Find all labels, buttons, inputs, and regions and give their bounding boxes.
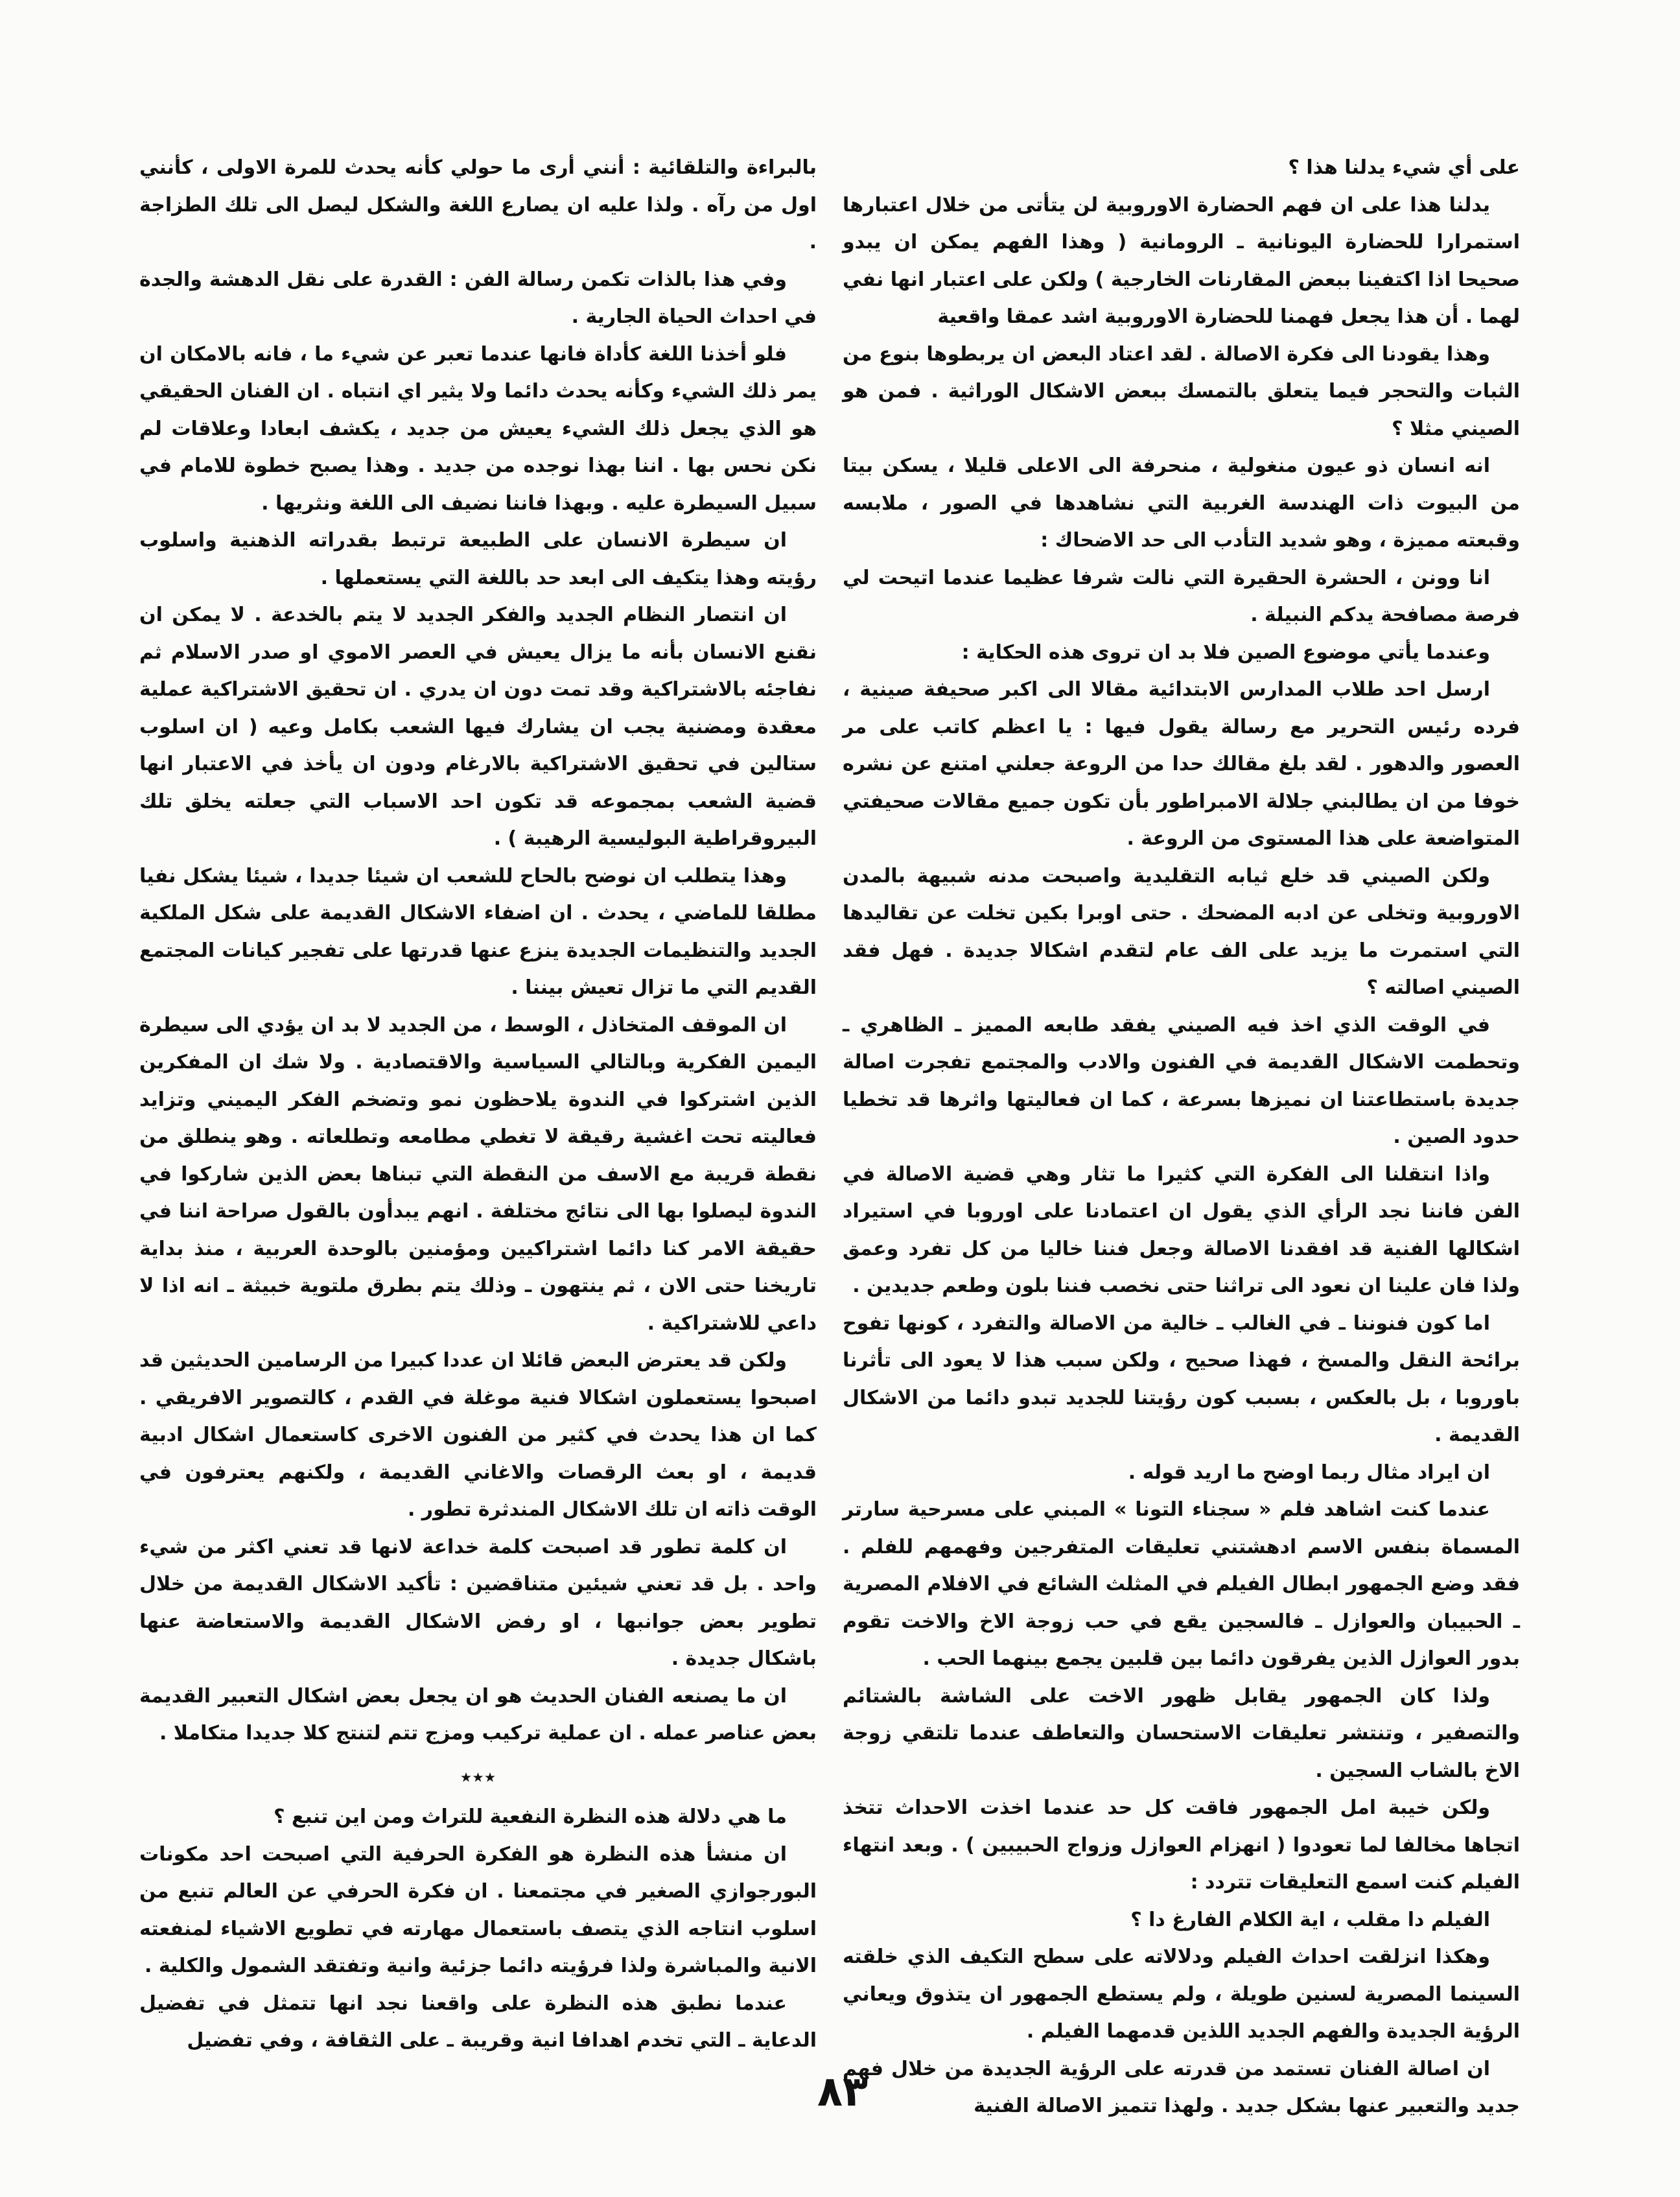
paragraph: على أي شيء يدلنا هذا ؟	[1288, 156, 1520, 179]
paragraph: ان ايراد مثال ربما اوضح ما اريد قوله .	[1128, 1461, 1490, 1484]
paragraph: وعندما يأتي موضوع الصين فلا بد ان تروى هذه الحكاية :	[961, 640, 1490, 664]
paragraph: ولكن الصيني قد خلع ثيابه التقليدية واصبحت مدنه شبيهة بالمدن الاوروبية وتخلى عن ادبه المضحك . حتى اوبرا بكين تخلت عن تقاليدها التي استمرت ما يزيد على الف عام لتقدم اشكالا جديدة . فهل فقد الصيني اصالته ؟	[843, 864, 1520, 999]
paragraph: ولكن خيبة امل الجمهور فاقت كل حد عندما اخذت الاحداث تتخذ اتجاها مخالفا لما تعودوا ( انهزام العوازل وزواج الحبيبين ) . وبعد انتهاء الفيلم كنت اسمع التعليقات تتردد :	[843, 1796, 1520, 1894]
paragraph: ان ما يصنعه الفنان الحديث هو ان يجعل بعض اشكال التعبير القديمة بعض عناصر عمله . ان عملية تركيب ومزج تتم لتنتج كلا جديدا متكاملا .	[139, 1684, 817, 1745]
paragraph: بالبراءة والتلقائية : أنني أرى ما حولي كأنه يحدث للمرة الاولى ، كأنني اول من رآه . ولذا عليه ان يصارع اللغة والشكل ليصل الى تلك الطزاجة .	[139, 156, 817, 253]
paragraph: ان منشأ هذه النظرة هو الفكرة الحرفية التي اصبحت احد مكونات البورجوازي الصغير في مجتمعنا . ان فكرة الحرفي عن العالم تنبع من اسلوب انتاجه الذي يتصف باستعمال مهارته في تطويع الاشياء لمنفعته الانية والمباشرة ولذا فرؤيته دائما جزئية وانية وتفتقد الشمول والكلية .	[139, 1842, 817, 1977]
paragraph: ما هي دلالة هذه النظرة النفعية للتراث ومن اين تنبع ؟	[274, 1805, 787, 1828]
paragraph: واذا انتقلنا الى الفكرة التي كثيرا ما تثار وهي قضية الاصالة في الفن فاننا نجد الرأي الذي يقول ان اعتمادنا على اوروبا في استيراد اشكالها الفنية قد افقدنا الاصالة وجعل فننا خاليا من كل تفرد وعمق ولذا فان علينا ان نعود الى تراثنا حتى نخصب فننا بلون وطعم جديدين .	[843, 1162, 1520, 1297]
paragraph: ارسل احد طلاب المدارس الابتدائية مقالا الى اكبر صحيفة صينية ، فرده رئيس التحرير مع رسالة يقول فيها : يا اعظم كاتب على مر العصور والدهور . لقد بلغ مقالك حدا من الروعة جعلني امتنع عن نشره خوفا من ان يطالبني جلالة الامبراطور بأن تكون جميع مقالات صحيفتي المتواضعة على هذا المستوى من الروعة .	[843, 678, 1520, 850]
paragraph: فلو أخذنا اللغة كأداة فانها عندما تعبر عن شيء ما ، فانه بالامكان ان يمر ذلك الشيء وكأنه يحدث دائما ولا يثير اي انتباه . ان الفنان الحقيقي هو الذي يجعل ذلك الشيء يعيش من جديد ، يكشف ابعادا وعلاقات لم نكن نحس بها . اننا بهذا نوجده من جديد . وهذا يصبح خطوة للامام في سبيل السيطرة عليه . وبهذا فاننا نضيف الى اللغة ونثريها .	[139, 342, 817, 515]
paragraph: اما كون فنوننا ـ في الغالب ـ خالية من الاصالة والتفرد ، كونها تفوح برائحة النقل والمسخ ، فهذا صحيح ، ولكن سبب هذا لا يعود الى تأثرنا باوروبا ، بل بالعكس ، بسبب كون رؤيتنا للجديد تبدو دائما من الاشكال القديمة .	[843, 1311, 1520, 1446]
paragraph: انا وونن ، الحشرة الحقيرة التي نالت شرفا عظيما عندما اتيحت لي فرصة مصافحة يدكم النبيلة .	[843, 566, 1520, 626]
paragraph: عندما نطبق هذه النظرة على واقعنا نجد انها تتمثل في تفضيل الدعاية ـ التي تخدم اهدافا انية وقريبة ـ على الثقافة ، وفي تفضيل	[139, 1991, 817, 2052]
page-number: ٨٣	[817, 2068, 869, 2116]
paragraph: وفي هذا بالذات تكمن رسالة الفن : القدرة على نقل الدهشة والجدة في احداث الحياة الجارية .	[139, 268, 817, 328]
paragraph: عندما كنت اشاهد فلم « سجناء التونا » المبني على مسرحية سارتر المسماة بنفس الاسم ادهشتني تعليقات المتفرجين وفهمهم للفلم . فقد وضع الجمهور ابطال الفيلم في المثلث الشائع في الافلام المصرية ـ الحبيبان والعوازل ـ فالسجين يقع في حب زوجة الاخ والاخت تقوم بدور العوازل الذين يفرقون دائما بين قلبين يجمع بينهما الحب .	[843, 1498, 1520, 1670]
left-column	[139, 149, 817, 2052]
paragraph: في الوقت الذي اخذ فيه الصيني يفقد طابعه المميز ـ الظاهري ـ وتحطمت الاشكال القديمة في الفنون والادب والمجتمع تفجرت اصالة جديدة باستطاعتنا ان نميزها بسرعة ، كما ان فعاليتها واثرها قد تخطيا حدود الصين .	[843, 1013, 1520, 1148]
paragraph: ان الموقف المتخاذل ، الوسط ، من الجديد لا بد ان يؤدي الى سيطرة اليمين الفكرية وبالتالي السياسية والاقتصادية . ولا شك ان المفكرين الذين اشتركوا في الندوة يلاحظون نمو وتضخم الفكر اليميني وتزايد فعاليته تحت اغشية رقيقة لا تغطي مطامعه وتطلعاته . وهو ينطلق من نقطة قريبة مع الاسف من النقطة التي تبناها بعض الذين شاركوا في الندوة ليصلوا بها الى نتائج مختلفة . انهم يبدأون بالقول صراحة اننا في حقيقة الامر كنا دائما اشتراكيين ومؤمنين بالوحدة العربية ، منذ بداية تاريخنا حتى الان ، ثم ينتهون ـ وذلك يتم بطرق ملتوية خبيثة ـ انه اذا لا داعي للاشتراكية .	[139, 1013, 817, 1335]
paragraph: ان سيطرة الانسان على الطبيعة ترتبط بقدراته الذهنية واسلوب رؤيته وهذا يتكيف الى ابعد حد باللغة التي يستعملها .	[139, 529, 817, 589]
paragraph: ولذا كان الجمهور يقابل ظهور الاخت على الشاشة بالشتائم والتصفير ، وتنتشر تعليقات الاستحسان والتعاطف عندما تلتقي زوجة الاخ بالشاب السجين .	[843, 1684, 1520, 1782]
paragraph: وهذا يتطلب ان نوضح بالحاح للشعب ان شيئا جديدا ، شيئا يشكل نفيا مطلقا للماضي ، يحدث . ان اضفاء الاشكال القديمة على شكل الملكية الجديد والتنظيمات الجديدة ينزع عنها قدرتها على تفجير كيانات المجتمع القديم التي ما تزال تعيش بيننا .	[139, 864, 817, 999]
paragraph: وهكذا انزلقت احداث الفيلم ودلالاته على سطح التكيف الذي خلقته السينما المصرية لسنين طويلة ، ولم يستطع الجمهور ان يتذوق ويعاني الرؤية الجديدة والفهم الجديد اللذين قدمهما الفيلم .	[843, 1945, 1520, 2043]
section-divider: ٭٭٭	[460, 1763, 496, 1790]
paragraph: ان اصالة الفنان تستمد من قدرته على الرؤية الجديدة من خلال فهم جديد والتعبير عنها بشكل جديد . ولهذا تتميز الاصالة الفنية	[843, 2057, 1520, 2117]
paragraph: يدلنا هذا على ان فهم الحضارة الاوروبية لن يتأتى من خلال اعتبارها استمرارا للحضارة اليونانية ـ الرومانية ( وهذا الفهم يمكن ان يبدو صحيحا اذا اكتفينا ببعض المقارنات الخارجية ) ولكن على اعتبار انها نفي لهما . أن هذا يجعل فهمنا للحضارة الاوروبية اشد عمقا واقعية	[843, 193, 1520, 328]
paragraph: انه انسان ذو عيون منغولية ، منحرفة الى الاعلى قليلا ، يسكن بيتا من البيوت ذات الهندسة الغربية التي نشاهدها في الصور ، ملابسه وقبعته مميزة ، وهو شديد التأدب الى حد الاضحاك :	[843, 454, 1520, 552]
paragraph: الفيلم دا مقلب ، اية الكلام الفارغ دا ؟	[1130, 1908, 1490, 1931]
paragraph: ولكن قد يعترض البعض قائلا ان عددا كبيرا من الرسامين الحديثين قد اصبحوا يستعملون اشكالا فنية موغلة في القدم ، كالتصوير الافريقي . كما ان هذا يحدث في كثير من الفنون الاخرى كاستعمال اشكال ادبية قديمة ، او بعث الرقصات والاغاني القديمة ، ولكنهم يعترفون في الوقت ذاته ان تلك الاشكال المندثرة تطور .	[139, 1349, 817, 1521]
paragraph: ان انتصار النظام الجديد والفكر الجديد لا يتم بالخدعة . لا يمكن ان نقنع الانسان بأنه ما يزال يعيش في العصر الاموي او صدر الاسلام ثم نفاجئه بالاشتراكية وقد تمت دون ان يدري . ان تحقيق الاشتراكية عملية معقدة ومضنية يجب ان يشارك فيها الشعب بكامل وعيه ( ان اسلوب ستالين في تحقيق الاشتراكية بالارغام ودون ان يأخذ في الاعتبار انها قضية الشعب بمجموعه قد تكون احد الاسباب التي جعلته يخلق تلك البيروقراطية البوليسية الرهيبة ) .	[139, 604, 817, 850]
paragraph: وهذا يقودنا الى فكرة الاصالة . لقد اعتاد البعض ان يربطوها بنوع من الثبات والتحجر فيما يتعلق بالتمسك ببعض الاشكال الوراثية . فمن هو الصيني مثلا ؟	[843, 342, 1520, 440]
paragraph: ان كلمة تطور قد اصبحت كلمة خداعة لانها قد تعني اكثر من شيء واحد . بل قد تعني شيئين متناقضين : تأكيد الاشكال القديمة من خلال تطوير بعض جوانبها ، او رفض الاشكال القديمة والاستعاضة عنها باشكال جديدة .	[139, 1535, 817, 1670]
